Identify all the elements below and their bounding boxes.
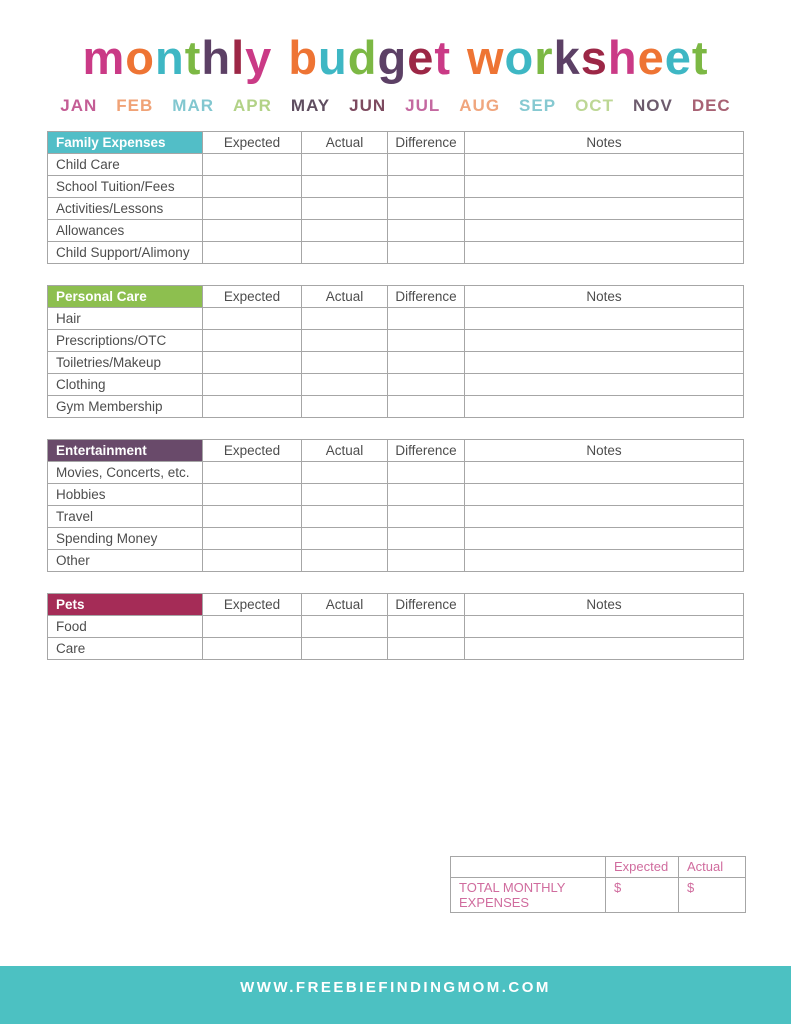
- category-header: Personal Care: [48, 286, 203, 308]
- row-label: Toiletries/Makeup: [48, 352, 203, 374]
- empty-notes-cell[interactable]: [465, 528, 744, 550]
- title-letter: k: [553, 31, 581, 84]
- empty-difference-cell[interactable]: [388, 550, 465, 572]
- column-header-difference: Difference: [388, 594, 465, 616]
- empty-difference-cell[interactable]: [388, 330, 465, 352]
- empty-difference-cell[interactable]: [388, 528, 465, 550]
- empty-actual-cell[interactable]: [302, 308, 388, 330]
- page-title: [0, 30, 791, 86]
- totals-expected-header: Expected: [606, 857, 679, 878]
- table-row: [48, 330, 744, 352]
- row-label: Food: [48, 616, 203, 638]
- total-monthly-expenses-table: [450, 856, 746, 913]
- row-label: School Tuition/Fees: [48, 176, 203, 198]
- empty-difference-cell[interactable]: [388, 484, 465, 506]
- empty-actual-cell[interactable]: [302, 198, 388, 220]
- month-label-mar: MAR: [172, 96, 214, 115]
- title-letter: y: [245, 31, 273, 84]
- row-label: Child Support/Alimony: [48, 242, 203, 264]
- month-label-jan: JAN: [60, 96, 98, 115]
- empty-expected-cell[interactable]: [203, 396, 302, 418]
- empty-expected-cell[interactable]: [203, 220, 302, 242]
- empty-expected-cell[interactable]: [203, 330, 302, 352]
- month-label-jul: JUL: [405, 96, 441, 115]
- month-label-may: MAY: [290, 96, 331, 115]
- table-row: [48, 352, 744, 374]
- table-row: [48, 198, 744, 220]
- column-header-notes: Notes: [465, 286, 744, 308]
- budget-table-entertainment: [47, 439, 744, 572]
- column-header-difference: Difference: [388, 440, 465, 462]
- title-letter: u: [318, 31, 348, 84]
- row-label: Activities/Lessons: [48, 198, 203, 220]
- title-letter: e: [407, 31, 435, 84]
- month-selector-row: [0, 96, 791, 116]
- column-header-actual: Actual: [302, 594, 388, 616]
- empty-actual-cell[interactable]: [302, 220, 388, 242]
- empty-difference-cell[interactable]: [388, 374, 465, 396]
- empty-notes-cell[interactable]: [465, 220, 744, 242]
- table-row: [48, 396, 744, 418]
- column-header-expected: Expected: [203, 594, 302, 616]
- empty-actual-cell[interactable]: [302, 616, 388, 638]
- empty-expected-cell[interactable]: [203, 506, 302, 528]
- month-label-oct: OCT: [575, 96, 614, 115]
- empty-notes-cell[interactable]: [465, 374, 744, 396]
- row-label: Travel: [48, 506, 203, 528]
- title-letter: s: [580, 31, 608, 84]
- empty-actual-cell[interactable]: [302, 462, 388, 484]
- empty-difference-cell[interactable]: [388, 616, 465, 638]
- month-label-nov: NOV: [632, 96, 673, 115]
- title-letter: o: [125, 31, 156, 84]
- empty-expected-cell[interactable]: [203, 638, 302, 660]
- column-header-expected: Expected: [203, 440, 302, 462]
- totals-actual-header: Actual: [679, 857, 746, 878]
- title-letter: e: [664, 31, 692, 84]
- row-label: Clothing: [48, 374, 203, 396]
- row-label: Gym Membership: [48, 396, 203, 418]
- table-row: [48, 484, 744, 506]
- row-label: Movies, Concerts, etc.: [48, 462, 203, 484]
- budget-table-pets: [47, 593, 744, 660]
- empty-notes-cell[interactable]: [465, 154, 744, 176]
- title-letter: w: [466, 31, 505, 84]
- empty-notes-cell[interactable]: [465, 198, 744, 220]
- totals-label: TOTAL MONTHLY EXPENSES: [451, 878, 606, 913]
- column-header-expected: Expected: [203, 132, 302, 154]
- empty-difference-cell[interactable]: [388, 396, 465, 418]
- empty-actual-cell[interactable]: [302, 154, 388, 176]
- table-row: [48, 374, 744, 396]
- empty-actual-cell[interactable]: [302, 330, 388, 352]
- empty-actual-cell[interactable]: [302, 550, 388, 572]
- month-label-feb: FEB: [116, 96, 154, 115]
- title-letter: d: [347, 31, 378, 84]
- empty-notes-cell[interactable]: [465, 396, 744, 418]
- column-header-notes: Notes: [465, 594, 744, 616]
- empty-notes-cell[interactable]: [465, 242, 744, 264]
- empty-difference-cell[interactable]: [388, 308, 465, 330]
- totals-actual-value-cell[interactable]: $: [679, 878, 746, 913]
- empty-notes-cell[interactable]: [465, 352, 744, 374]
- table-row: [48, 176, 744, 198]
- table-row: [48, 154, 744, 176]
- title-letter: h: [607, 31, 638, 84]
- empty-actual-cell[interactable]: [302, 484, 388, 506]
- totals-empty-corner-cell: [451, 857, 606, 878]
- budget-table-family-expenses: [47, 131, 744, 264]
- empty-expected-cell[interactable]: [203, 308, 302, 330]
- row-label: Child Care: [48, 154, 203, 176]
- title-letter: t: [434, 31, 451, 84]
- month-label-dec: DEC: [691, 96, 731, 115]
- month-label-apr: APR: [233, 96, 272, 115]
- table-row: [48, 220, 744, 242]
- empty-notes-cell[interactable]: [465, 506, 744, 528]
- empty-difference-cell[interactable]: [388, 352, 465, 374]
- category-header: Pets: [48, 594, 203, 616]
- title-letter: h: [201, 31, 232, 84]
- column-header-notes: Notes: [465, 132, 744, 154]
- column-header-expected: Expected: [203, 286, 302, 308]
- table-row: [48, 638, 744, 660]
- empty-actual-cell[interactable]: [302, 506, 388, 528]
- table-row: [48, 506, 744, 528]
- empty-notes-cell[interactable]: [465, 308, 744, 330]
- empty-notes-cell[interactable]: [465, 330, 744, 352]
- footer-band: [0, 966, 791, 1024]
- title-letter: m: [82, 31, 126, 84]
- empty-difference-cell[interactable]: [388, 506, 465, 528]
- table-row: [48, 462, 744, 484]
- title-letter: o: [504, 31, 535, 84]
- empty-difference-cell[interactable]: [388, 242, 465, 264]
- row-label: Spending Money: [48, 528, 203, 550]
- column-header-actual: Actual: [302, 286, 388, 308]
- title-letter: t: [184, 31, 202, 84]
- empty-expected-cell[interactable]: [203, 176, 302, 198]
- empty-notes-cell[interactable]: [465, 176, 744, 198]
- table-row: [48, 528, 744, 550]
- empty-expected-cell[interactable]: [203, 462, 302, 484]
- empty-actual-cell[interactable]: [302, 176, 388, 198]
- title-letter: r: [534, 31, 554, 84]
- empty-notes-cell[interactable]: [465, 550, 744, 572]
- table-row: [48, 308, 744, 330]
- empty-difference-cell[interactable]: [388, 176, 465, 198]
- table-row: [48, 550, 744, 572]
- row-label: Hobbies: [48, 484, 203, 506]
- title-letter: n: [155, 31, 185, 84]
- empty-expected-cell[interactable]: [203, 616, 302, 638]
- row-label: Care: [48, 638, 203, 660]
- title-letter: b: [288, 31, 319, 84]
- empty-notes-cell[interactable]: [465, 616, 744, 638]
- website-url: WWW.FREEBIEFINDINGMOM.COM: [240, 979, 551, 996]
- column-header-difference: Difference: [388, 132, 465, 154]
- title-letter: l: [231, 31, 246, 84]
- empty-difference-cell[interactable]: [388, 462, 465, 484]
- row-label: Prescriptions/OTC: [48, 330, 203, 352]
- row-label: Other: [48, 550, 203, 572]
- row-label: Hair: [48, 308, 203, 330]
- column-header-notes: Notes: [465, 440, 744, 462]
- empty-expected-cell[interactable]: [203, 484, 302, 506]
- empty-expected-cell[interactable]: [203, 352, 302, 374]
- empty-actual-cell[interactable]: [302, 352, 388, 374]
- month-label-sep: SEP: [519, 96, 557, 115]
- empty-notes-cell[interactable]: [465, 462, 744, 484]
- empty-expected-cell[interactable]: [203, 242, 302, 264]
- empty-difference-cell[interactable]: [388, 220, 465, 242]
- empty-difference-cell[interactable]: [388, 198, 465, 220]
- row-label: Allowances: [48, 220, 203, 242]
- category-header: Family Expenses: [48, 132, 203, 154]
- empty-notes-cell[interactable]: [465, 638, 744, 660]
- title-letter: e: [637, 31, 665, 84]
- empty-expected-cell[interactable]: [203, 198, 302, 220]
- empty-difference-cell[interactable]: [388, 154, 465, 176]
- month-label-jun: JUN: [349, 96, 387, 115]
- empty-difference-cell[interactable]: [388, 638, 465, 660]
- empty-actual-cell[interactable]: [302, 528, 388, 550]
- empty-actual-cell[interactable]: [302, 396, 388, 418]
- totals-expected-value-cell[interactable]: $: [606, 878, 679, 913]
- budget-tables: [0, 131, 791, 660]
- column-header-actual: Actual: [302, 132, 388, 154]
- empty-actual-cell[interactable]: [302, 638, 388, 660]
- empty-actual-cell[interactable]: [302, 242, 388, 264]
- empty-expected-cell[interactable]: [203, 154, 302, 176]
- empty-expected-cell[interactable]: [203, 374, 302, 396]
- title-letter: t: [691, 31, 709, 84]
- empty-expected-cell[interactable]: [203, 528, 302, 550]
- budget-table-personal-care: [47, 285, 744, 418]
- category-header: Entertainment: [48, 440, 203, 462]
- month-label-aug: AUG: [459, 96, 501, 115]
- table-row: [48, 242, 744, 264]
- column-header-difference: Difference: [388, 286, 465, 308]
- column-header-actual: Actual: [302, 440, 388, 462]
- title-letter: g: [377, 31, 408, 84]
- empty-actual-cell[interactable]: [302, 374, 388, 396]
- empty-notes-cell[interactable]: [465, 484, 744, 506]
- empty-expected-cell[interactable]: [203, 550, 302, 572]
- table-row: [48, 616, 744, 638]
